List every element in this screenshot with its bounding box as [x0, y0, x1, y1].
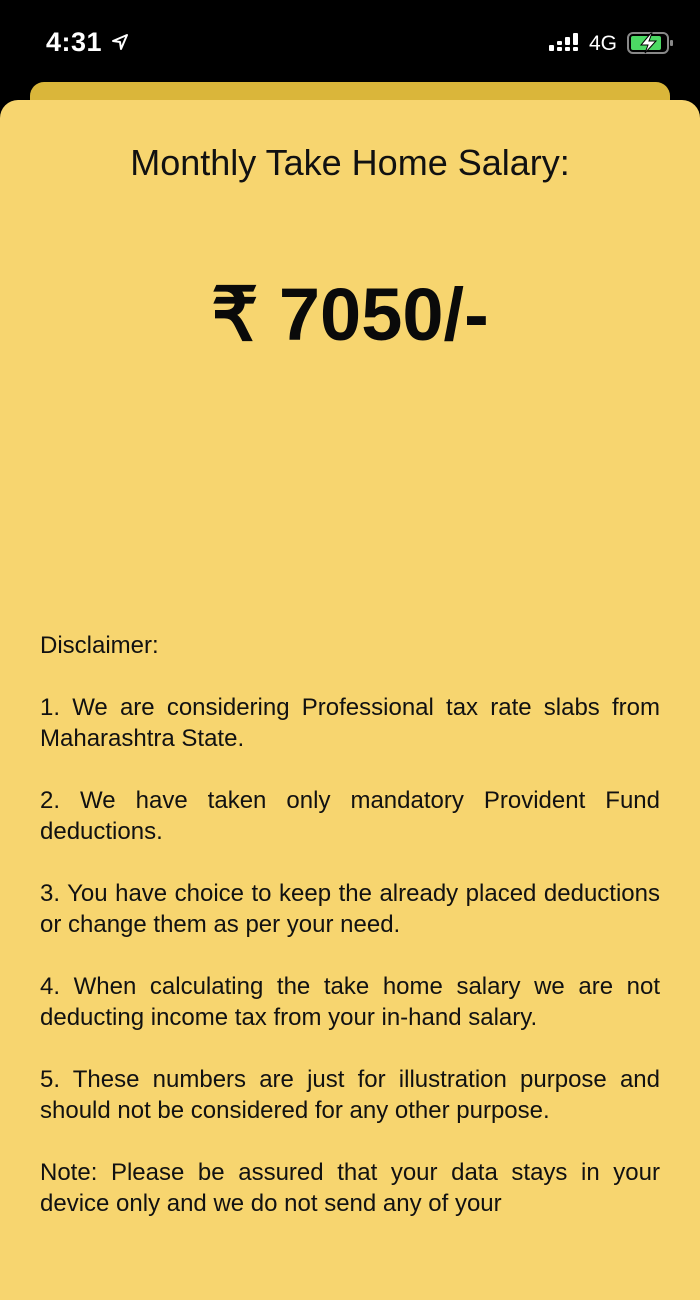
location-arrow-icon	[111, 33, 129, 51]
network-type: 4G	[589, 32, 618, 55]
privacy-note: Note: Please be assured that your data stays in your device only and we do not send any of your	[40, 1159, 660, 1217]
salary-title: Monthly Take Home Salary:	[130, 142, 570, 183]
salary-sheet	[0, 100, 700, 1300]
battery-charging-icon	[627, 32, 675, 54]
status-bar	[0, 0, 700, 80]
disclaimer-item: 4. When calculating the take home salary we are not deducting income tax from your in-hand salary.	[40, 973, 660, 1031]
disclaimer-item: 1. We are considering Professional tax rate slabs from Maharashtra State.	[40, 694, 660, 752]
disclaimer-heading: Disclaimer:	[40, 632, 159, 659]
status-time: 4:31	[46, 27, 103, 57]
disclaimer-item: 3. You have choice to keep the already placed deductions or change them as per your need.	[40, 880, 660, 938]
cellular-signal-icon	[549, 33, 579, 53]
disclaimer-item: 2. We have taken only mandatory Provident Fund deductions.	[40, 787, 660, 845]
salary-amount: ₹ 7050/-	[211, 273, 489, 356]
disclaimer-section	[40, 630, 660, 1250]
disclaimer-item: 5. These numbers are just for illustration purpose and should not be considered for any other purpose.	[40, 1066, 660, 1124]
